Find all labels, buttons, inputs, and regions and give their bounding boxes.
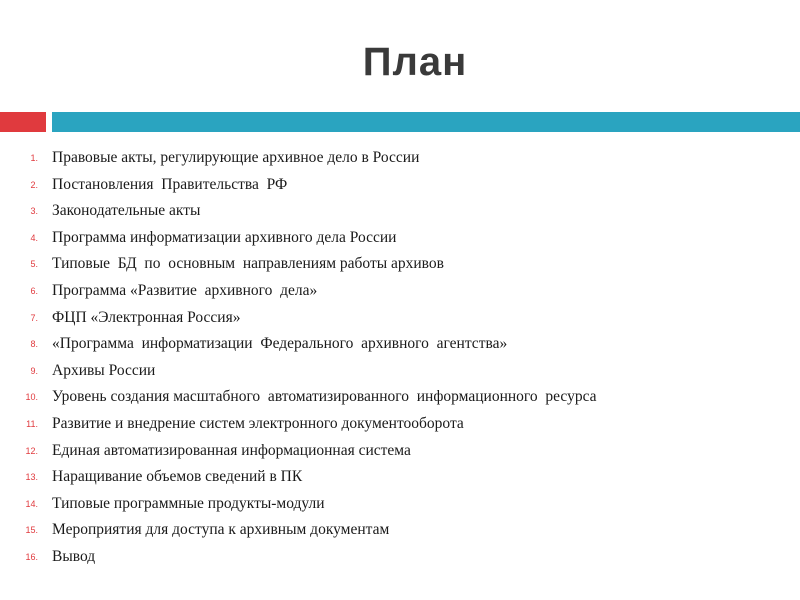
agenda-item [0,172,800,199]
accent-bar-blue [52,112,800,132]
item-number: 2. [30,179,38,190]
item-text: Наращивание объемов сведений в ПК [52,468,303,486]
item-text: Мероприятия для доступа к архивным документам [52,521,390,539]
agenda-item [0,438,800,465]
agenda-item [0,331,800,358]
item-number: 11. [26,418,38,429]
item-text: «Программа информатизации Федерального архивного агентства» [52,335,508,353]
item-number: 10. [25,392,38,403]
agenda-item [0,464,800,491]
agenda-item [0,225,800,252]
item-text: Постановления Правительства РФ [52,175,288,193]
item-text: Развитие и внедрение систем электронного документооборота [52,414,464,432]
item-text: Правовые акты, регулирующие архивное дело в России [52,149,420,166]
agenda-item [0,198,800,225]
item-number: 14. [25,498,38,509]
item-number: 6. [30,285,38,296]
agenda-item [0,278,800,305]
item-text: Уровень создания масштабного автоматизированного информационного ресурса [52,388,597,406]
item-number: 3. [30,206,38,217]
item-number: 16. [25,551,38,562]
item-number: 8. [30,339,38,350]
item-number: 9. [30,365,38,376]
item-text: Программа «Развитие архивного дела» [52,281,318,299]
item-number: 13. [25,472,38,483]
item-text: ФЦП «Электронная Россия» [52,308,241,326]
item-number: 7. [30,312,38,323]
item-number: 15. [25,525,38,536]
agenda-item [0,491,800,518]
item-text: Типовые программные продукты-модули [52,494,325,512]
agenda-item [0,305,800,332]
item-text: Типовые БД по основным направлениям работы архивов [52,255,444,273]
agenda-item [0,251,800,278]
agenda-item [0,384,800,411]
item-text: Законодательные акты [52,202,201,220]
item-text: Программа информатизации архивного дела России [52,228,397,246]
agenda-item [0,145,800,172]
item-text: Единая автоматизированная информационная система [52,441,411,459]
item-number: 12. [25,445,38,456]
item-text: Вывод [52,547,96,565]
slide-title: План [362,40,468,84]
agenda-item [0,411,800,438]
accent-bar-red [0,112,46,132]
item-number: 1. [30,153,38,163]
item-number: 5. [30,259,38,270]
agenda-list [0,145,800,571]
agenda-item [0,358,800,385]
agenda-item [0,544,800,571]
agenda-item [0,517,800,544]
item-number: 4. [30,232,38,243]
item-text: Архивы России [52,361,156,379]
